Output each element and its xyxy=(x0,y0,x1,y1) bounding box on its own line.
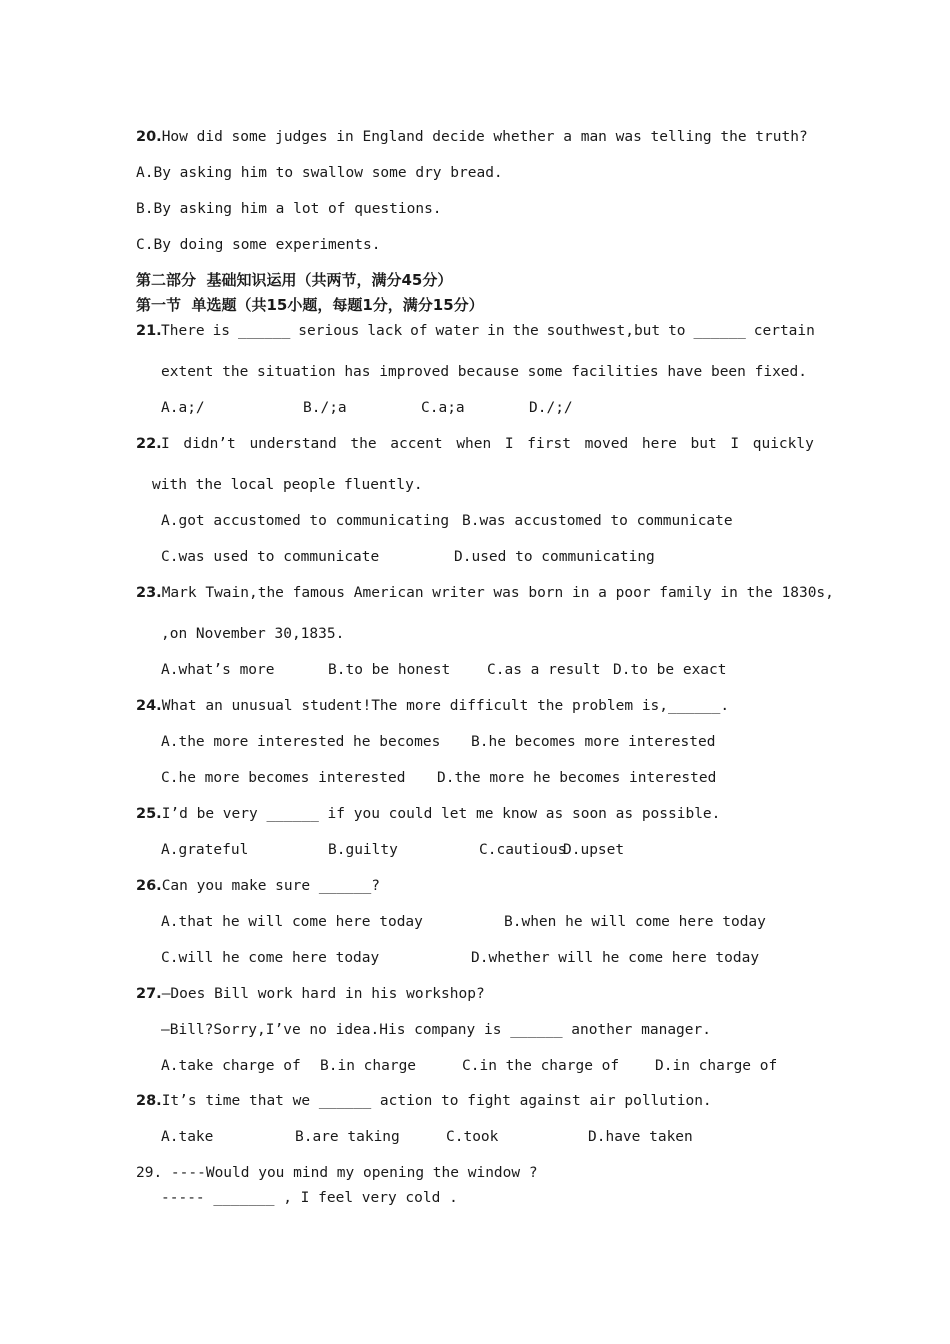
option-c: C.was used to communicate xyxy=(161,549,380,565)
word: understand xyxy=(249,436,337,452)
word: moved xyxy=(584,436,629,452)
word: the xyxy=(350,436,377,452)
question-28 xyxy=(136,1092,712,1110)
word: of xyxy=(410,323,428,339)
question-21-line-1 xyxy=(161,322,815,340)
word: I xyxy=(730,436,740,452)
option-d: D.used to communicating xyxy=(454,549,655,565)
question-27-reply: —Bill?Sorry,I’ve no idea.His company is ______ another manager. xyxy=(161,1022,711,1038)
option-a: A.take charge of xyxy=(161,1058,301,1074)
word: lack xyxy=(367,323,403,339)
word: accent xyxy=(390,436,443,452)
option-d: D.to be exact xyxy=(613,662,727,678)
word: water xyxy=(435,323,480,339)
question-number xyxy=(136,322,162,340)
question-stem: Can you make sure ______? xyxy=(161,878,380,894)
option-c: C.cautious xyxy=(479,842,567,858)
word: is xyxy=(212,323,231,339)
question-20 xyxy=(136,128,808,146)
question-24 xyxy=(136,697,729,715)
question-21-number: 21. xyxy=(136,323,162,339)
option-d: D.upset xyxy=(563,842,625,858)
question-stem: It’s time that we ______ action to fight against air pollution. xyxy=(161,1093,712,1109)
option-c: C.took xyxy=(446,1129,499,1145)
word: didn’t xyxy=(183,436,236,452)
question-stem: What an unusual student!The more difficult the problem is,______. xyxy=(161,698,730,714)
question-number: 26. xyxy=(136,878,162,894)
question-number: 25. xyxy=(136,806,162,822)
option-a: A.the more interested he becomes xyxy=(161,734,441,750)
word: here xyxy=(641,436,677,452)
question-23-line-2: ,on November 30,1835. xyxy=(161,626,345,642)
word: first xyxy=(527,436,571,452)
question-stem: —Does Bill work hard in his workshop? xyxy=(161,986,485,1002)
question-25 xyxy=(136,805,720,823)
word: serious xyxy=(298,323,360,339)
option-d: D./;/ xyxy=(529,400,573,416)
option-b: B.in charge xyxy=(320,1058,417,1074)
option-b: B.he becomes more interested xyxy=(471,734,716,750)
question-26 xyxy=(136,877,380,895)
option-d: D.the more he becomes interested xyxy=(437,770,717,786)
question-number: 27. xyxy=(136,986,162,1002)
question-stem: I’d be very ______ if you could let me know as soon as possible. xyxy=(161,806,721,822)
option-b: B.By asking him a lot of questions. xyxy=(136,201,442,217)
option-b: B.are taking xyxy=(295,1129,400,1145)
question-number: 20. xyxy=(136,129,162,145)
option-d: D.have taken xyxy=(588,1129,693,1145)
question-number xyxy=(136,435,162,453)
question-22-line-1 xyxy=(161,435,814,453)
option-b: B.when he will come here today xyxy=(504,914,766,930)
word: in xyxy=(487,323,505,339)
question-number: 23. xyxy=(136,585,162,601)
word: but xyxy=(690,436,717,452)
question-stem: Mark Twain,the famous American writer was born in a poor family in the 1830s, xyxy=(161,585,834,601)
word: certain xyxy=(753,323,815,339)
option-a: A.that he will come here today xyxy=(161,914,423,930)
part-two-heading: 第二部分 基础知识运用（共两节，满分45分） xyxy=(136,271,453,289)
word: southwest,but xyxy=(546,323,661,339)
blank: ______ xyxy=(693,323,746,339)
section-one-heading: 第一节 单选题（共15小题，每题1分，满分15分） xyxy=(136,296,484,314)
word: the xyxy=(512,323,539,339)
option-c: C.in the charge of xyxy=(462,1058,620,1074)
word: quickly xyxy=(752,436,814,452)
option-a: A.grateful xyxy=(161,842,249,858)
option-b: B.to be honest xyxy=(328,662,451,678)
option-d: D.whether will he come here today xyxy=(471,950,760,966)
question-27 xyxy=(136,985,485,1003)
option-c: C.By doing some experiments. xyxy=(136,237,381,253)
option-b: B.was accustomed to communicate xyxy=(462,513,733,529)
option-a: A.got accustomed to communicating xyxy=(161,513,450,529)
question-29-reply: ----- _______ , I feel very cold . xyxy=(161,1190,458,1206)
question-stem: How did some judges in England decide whether a man was telling the truth? xyxy=(161,129,808,145)
question-21-line-2: extent the situation has improved because some facilities have been fixed. xyxy=(161,364,808,380)
option-a: A.By asking him to swallow some dry bread. xyxy=(136,165,503,181)
option-c: C.as a result xyxy=(487,662,601,678)
option-c: C.he more becomes interested xyxy=(161,770,406,786)
option-a: A.take xyxy=(161,1129,214,1145)
blank: ______ xyxy=(237,323,291,339)
question-29: 29. ----Would you mind my opening the window ? xyxy=(136,1165,538,1181)
option-a: A.what’s more xyxy=(161,662,275,678)
option-a: A.a;/ xyxy=(161,400,205,416)
option-c: C.a;a xyxy=(421,400,465,416)
question-22-number: 22. xyxy=(136,436,162,452)
option-c: C.will he come here today xyxy=(161,950,380,966)
word: I xyxy=(161,436,170,452)
question-22-line-2: with the local people fluently. xyxy=(152,477,423,493)
word: I xyxy=(504,436,514,452)
question-23 xyxy=(136,584,834,602)
word: There xyxy=(161,323,205,339)
word: to xyxy=(668,323,686,339)
option-b: B.guilty xyxy=(328,842,398,858)
question-number: 28. xyxy=(136,1093,162,1109)
question-number: 24. xyxy=(136,698,162,714)
word: when xyxy=(456,436,492,452)
option-d: D.in charge of xyxy=(655,1058,778,1074)
option-b: B./;a xyxy=(303,400,347,416)
